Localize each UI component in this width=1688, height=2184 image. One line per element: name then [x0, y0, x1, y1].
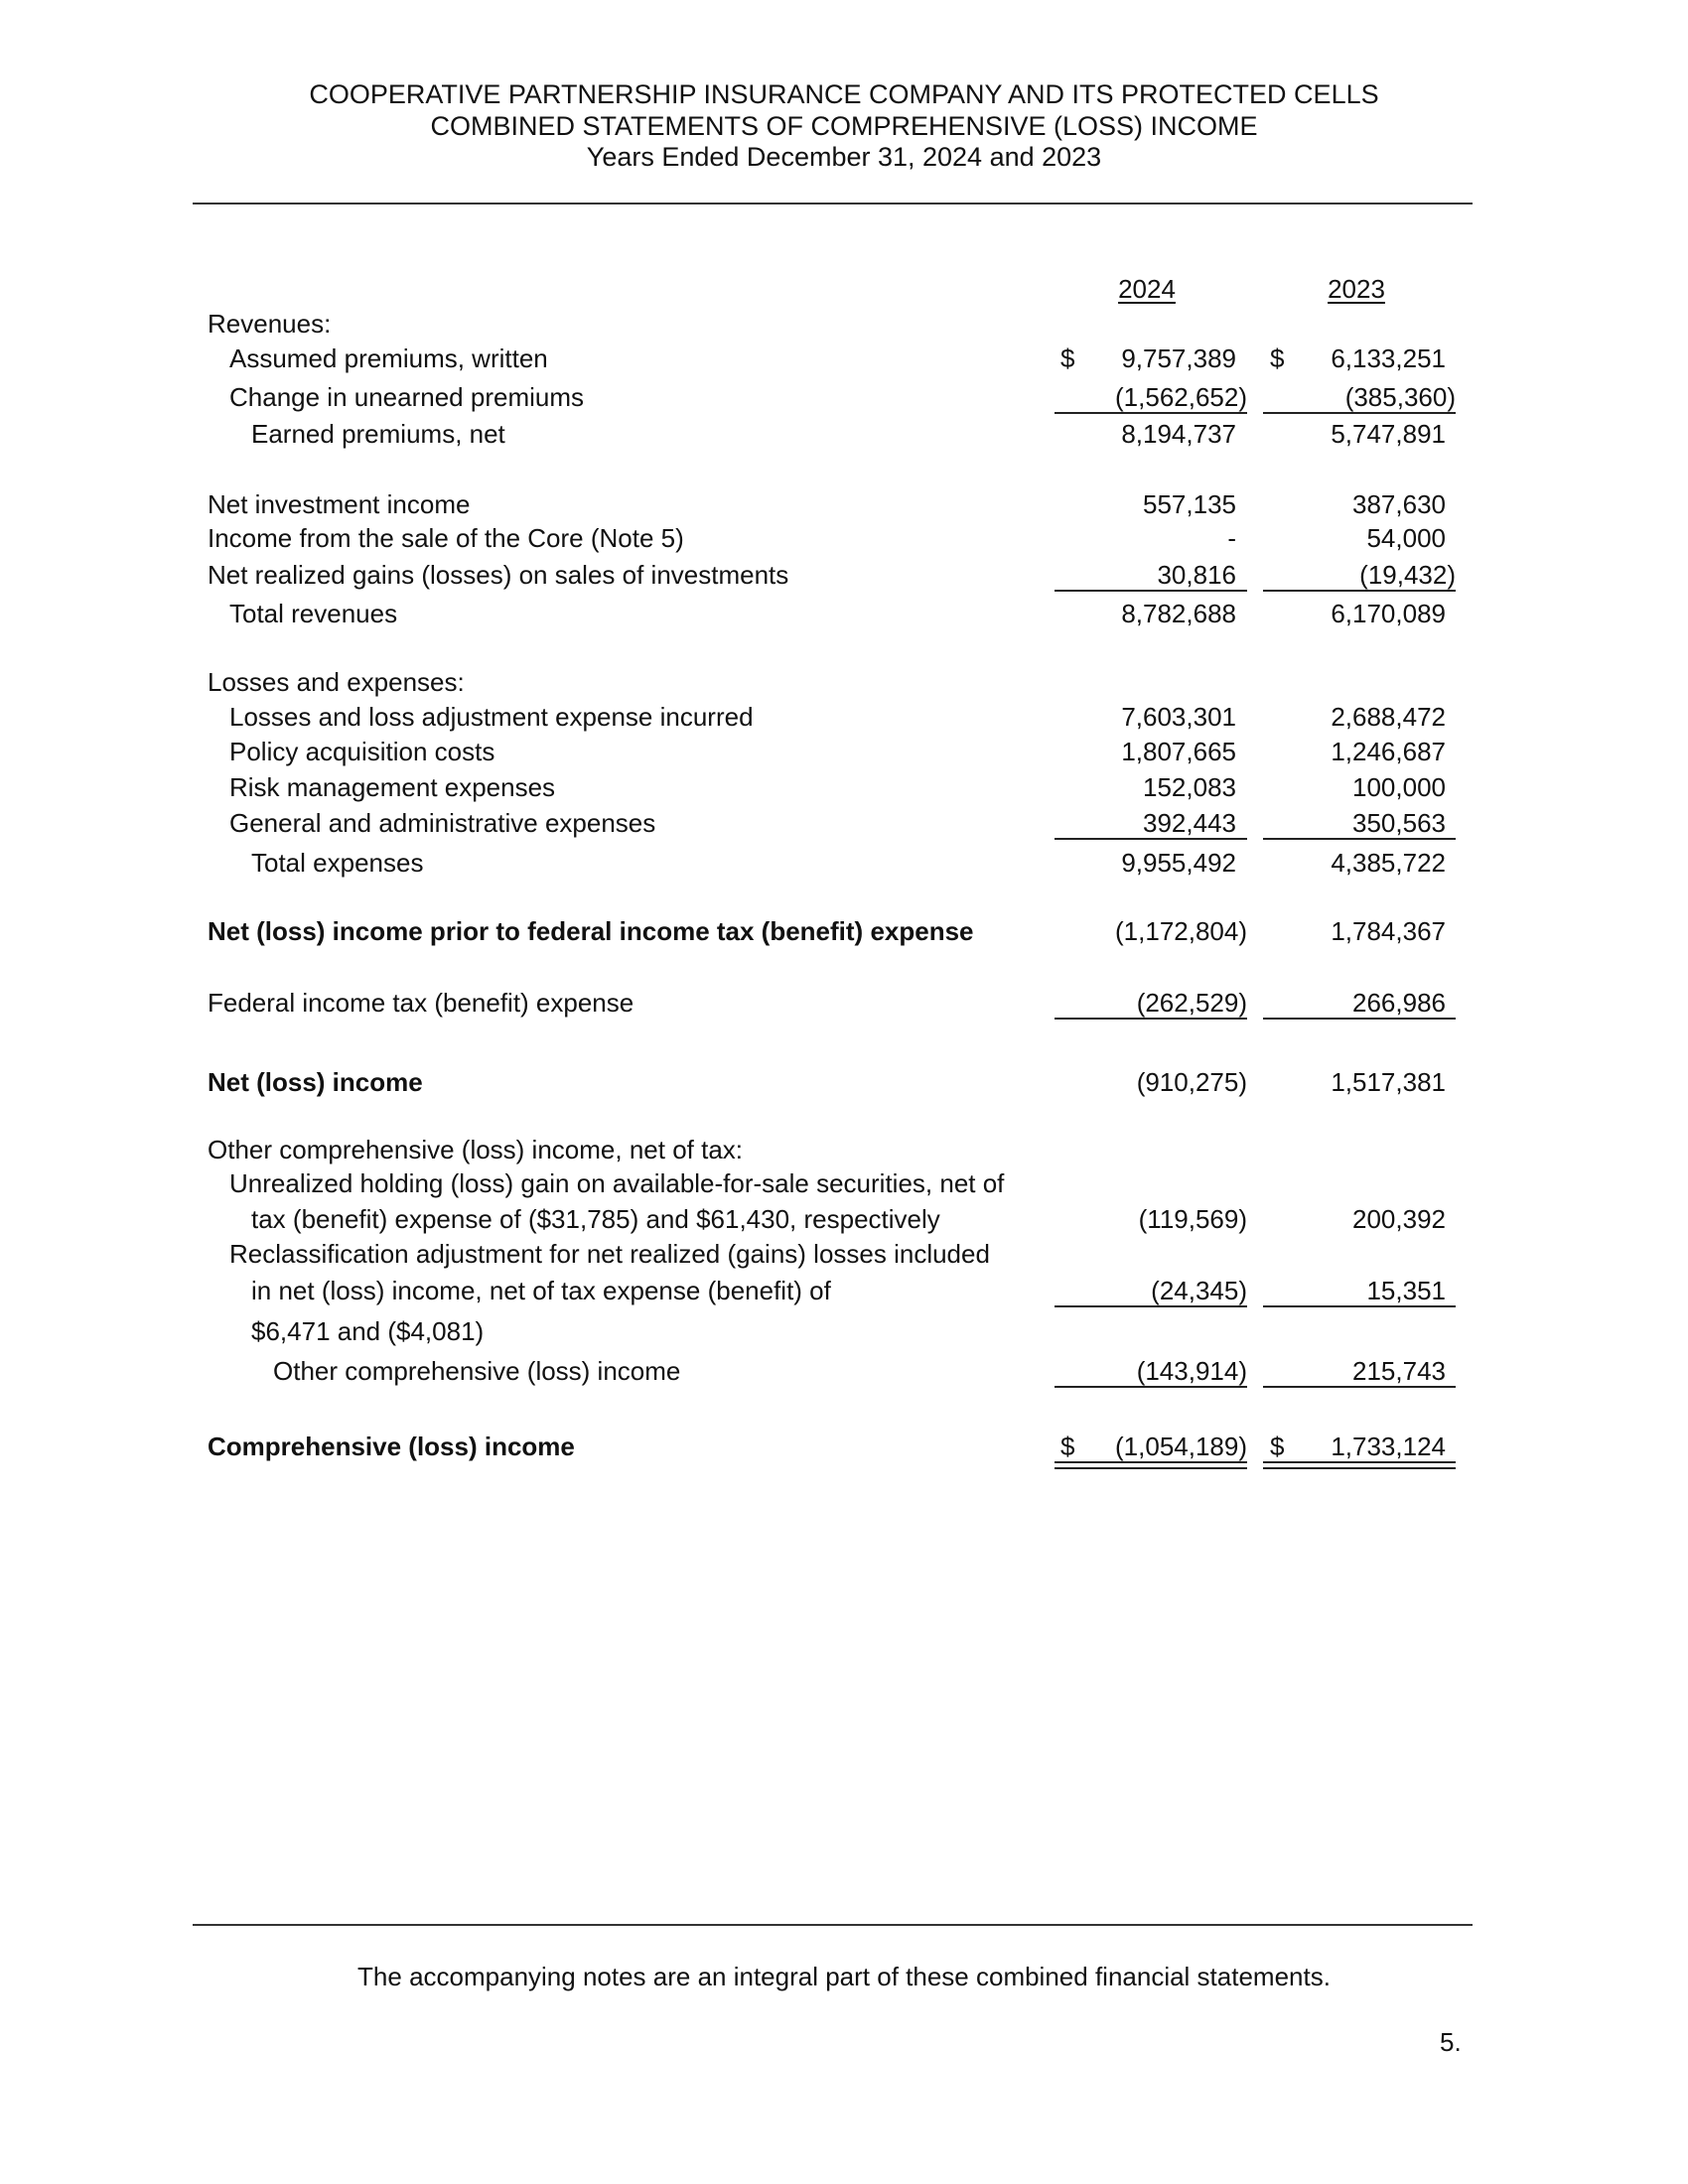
row-label: Policy acquisition costs — [229, 737, 495, 766]
value-2023: 15,351 — [1366, 1276, 1446, 1305]
subtotal-underline — [1263, 1018, 1456, 1020]
value-2023: 215,743 — [1352, 1356, 1446, 1386]
value-2024: (119,569) — [1138, 1204, 1247, 1234]
value-2023: 6,170,089 — [1331, 599, 1446, 628]
row-label: in net (loss) income, net of tax expense (benefit) of — [251, 1276, 831, 1305]
subtotal-underline — [1055, 412, 1247, 414]
value-2024: 30,816 — [1157, 560, 1236, 590]
page-number: 5. — [1440, 2027, 1462, 2057]
row-label: Reclassification adjustment for net realized (gains) losses included — [229, 1239, 990, 1269]
value-2023: 5,747,891 — [1331, 419, 1446, 449]
subtotal-underline — [1263, 1305, 1456, 1307]
footer-divider — [193, 1924, 1473, 1926]
subtotal-underline — [1055, 1305, 1247, 1307]
row-label: Other comprehensive (loss) income, net of tax: — [208, 1135, 744, 1164]
row-label: $6,471 and ($4,081) — [251, 1316, 485, 1346]
row-label: Earned premiums, net — [251, 419, 505, 449]
value-2024: (143,914) — [1136, 1356, 1247, 1386]
value-2024: 1,807,665 — [1121, 737, 1236, 766]
statement-title: COMBINED STATEMENTS OF COMPREHENSIVE (LOSS) INCOME — [430, 111, 1258, 141]
value-2023: 100,000 — [1352, 772, 1446, 802]
table-row — [0, 419, 1688, 468]
footer-note: The accompanying notes are an integral part of these combined financial statements. — [357, 1962, 1331, 1991]
subtotal-underline — [1263, 590, 1456, 592]
row-label: Other comprehensive (loss) income — [273, 1356, 681, 1386]
value-2023: 200,392 — [1352, 1204, 1446, 1234]
currency-symbol: $ — [1060, 1432, 1075, 1461]
value-2024: 9,757,389 — [1121, 343, 1236, 373]
value-2024: (1,054,189) — [1115, 1432, 1247, 1461]
currency-symbol: $ — [1060, 343, 1075, 373]
row-label: Income from the sale of the Core (Note 5) — [208, 523, 684, 553]
row-label: General and administrative expenses — [229, 808, 656, 838]
row-label: Change in unearned premiums — [229, 382, 584, 412]
table-row-pretax — [0, 916, 1688, 965]
value-2024: 392,443 — [1143, 808, 1236, 838]
subtotal-underline — [1263, 412, 1456, 414]
column-header-2023: 2023 — [1328, 274, 1385, 304]
subtotal-underline — [1263, 838, 1456, 840]
value-2024: (262,529) — [1136, 988, 1247, 1018]
table-row-net-income — [0, 1067, 1688, 1116]
value-2023: 1,733,124 — [1331, 1432, 1446, 1461]
row-label: Losses and expenses: — [208, 667, 465, 697]
statement-period: Years Ended December 31, 2024 and 2023 — [586, 142, 1102, 172]
column-header-2024: 2024 — [1118, 274, 1176, 304]
row-label: tax (benefit) expense of ($31,785) and $61,430, respectively — [251, 1204, 940, 1234]
value-2024: (1,562,652) — [1115, 382, 1247, 412]
value-2024: (1,172,804) — [1115, 916, 1247, 946]
table-row-comprehensive — [0, 1432, 1688, 1480]
row-label: Revenues: — [208, 309, 332, 339]
value-2024: (24,345) — [1151, 1276, 1247, 1305]
row-label: Comprehensive (loss) income — [208, 1432, 575, 1461]
row-label: Net realized gains (losses) on sales of investments — [208, 560, 789, 590]
value-2024: 152,083 — [1143, 772, 1236, 802]
total-double-underline — [1055, 1461, 1247, 1469]
header-divider — [193, 203, 1473, 205]
row-label: Net (loss) income prior to federal income tax (benefit) expense — [208, 916, 974, 946]
currency-symbol: $ — [1270, 343, 1285, 373]
value-2023: 266,986 — [1352, 988, 1446, 1018]
value-2023: (19,432) — [1359, 560, 1456, 590]
subtotal-underline — [1263, 1386, 1456, 1388]
row-label: Net investment income — [208, 489, 471, 519]
row-label: Net (loss) income — [208, 1067, 423, 1097]
value-2023: 1,517,381 — [1331, 1067, 1446, 1097]
value-2023: 1,246,687 — [1331, 737, 1446, 766]
value-2023: 2,688,472 — [1331, 702, 1446, 732]
table-row-total — [0, 848, 1688, 896]
value-2023: 4,385,722 — [1331, 848, 1446, 878]
value-2024: 557,135 — [1143, 489, 1236, 519]
subtotal-underline — [1055, 838, 1247, 840]
company-name: COOPERATIVE PARTNERSHIP INSURANCE COMPANY AND ITS PROTECTED CELLS — [309, 79, 1379, 109]
value-2024: 8,782,688 — [1121, 599, 1236, 628]
row-label: Risk management expenses — [229, 772, 556, 802]
row-label: Total expenses — [251, 848, 424, 878]
row-label: Assumed premiums, written — [229, 343, 548, 373]
subtotal-underline — [1055, 1386, 1247, 1388]
table-row — [0, 988, 1688, 1036]
total-double-underline — [1263, 1461, 1456, 1469]
value-2023: 6,133,251 — [1331, 343, 1446, 373]
value-2024: - — [1227, 523, 1236, 553]
row-label: Unrealized holding (loss) gain on available-for-sale securities, net of — [229, 1168, 1005, 1198]
row-label: Federal income tax (benefit) expense — [208, 988, 634, 1018]
row-label: Losses and loss adjustment expense incurred — [229, 702, 754, 732]
value-2023: (385,360) — [1344, 382, 1456, 412]
value-2024: 8,194,737 — [1121, 419, 1236, 449]
table-row-total — [0, 599, 1688, 647]
table-row-total — [0, 1356, 1688, 1405]
value-2024: 9,955,492 — [1121, 848, 1236, 878]
currency-symbol: $ — [1270, 1432, 1285, 1461]
value-2023: 387,630 — [1352, 489, 1446, 519]
value-2024: (910,275) — [1136, 1067, 1247, 1097]
row-label: Total revenues — [229, 599, 398, 628]
value-2024: 7,603,301 — [1121, 702, 1236, 732]
value-2023: 350,563 — [1352, 808, 1446, 838]
value-2023: 54,000 — [1366, 523, 1446, 553]
value-2023: 1,784,367 — [1331, 916, 1446, 946]
subtotal-underline — [1055, 590, 1247, 592]
subtotal-underline — [1055, 1018, 1247, 1020]
